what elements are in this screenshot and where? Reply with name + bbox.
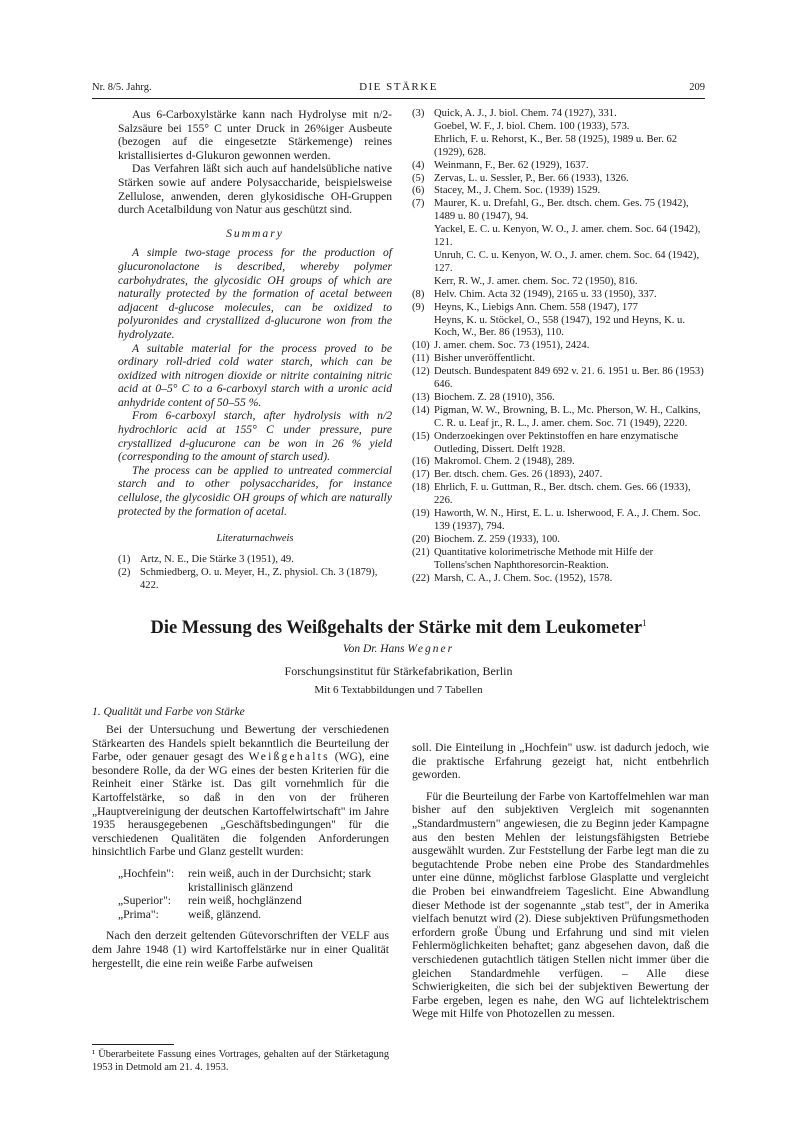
journal-title: DIE STÄRKE: [359, 81, 438, 93]
text-run: Bei der Untersuchung und Bewertung der verschiedenen Stärkearten des Handels spielt bekanntlich die Beurteilung der Farbe, oder genauer gesagt des: [92, 723, 389, 764]
quality-definition: [92, 908, 389, 922]
byline-prefix: Von Dr. Hans: [342, 643, 405, 655]
running-header: [92, 79, 705, 97]
paragraph: [92, 723, 389, 859]
reference-text: Unruh, C. C. u. Kenyon, W. O., J. amer. chem. Soc. 64 (1942), 127.: [434, 249, 700, 274]
text-run: (WG), eine besondere Rolle, da der WG eines der besten Kriterien für die Reinheit einer Stärke ist. Das gilt vornehmlich für die Kartoffelstärke, so daß in den von der früheren „Hauptvereinigung der deutschen Kartoffelwirtschaft" im Jahre 1935 herausgegebenen „Geschäftsbedingungen" für die verschiedenen Qualitäten die folgenden Anforderungen hinsichtlich Farbe und Glanz gestellt wurden:: [92, 750, 389, 859]
reference-text: Ehrlich, F. u. Rehorst, K., Ber. 58 (1925), 1989 u. Ber. 62 (1929), 628.: [434, 133, 678, 158]
reference-text: Biochem. Z. 259 (1933), 100.: [434, 533, 560, 545]
header-rule: [92, 98, 705, 99]
reference-entry: [412, 173, 708, 186]
section-heading: 1. Qualität und Farbe von Stärke: [92, 706, 245, 718]
reference-entry: [412, 456, 708, 469]
reference-text: Zervas, L. u. Sessler, P., Ber. 66 (1933), 1326.: [434, 172, 629, 184]
reference-entry: [412, 482, 708, 508]
reference-text: Artz, N. E., Die Stärke 3 (1951), 49.: [140, 553, 294, 565]
reference-number: (22): [412, 572, 430, 584]
quality-grade: „Hochfein":: [118, 866, 175, 880]
reference-text: Pigman, W. W., Browning, B. L., Mc. Pherson, W. H., Calkins, C. R. u. Leaf jr., R. L., J. amer. chem. Soc. 71 (1949), 2220.: [434, 404, 701, 429]
reference-number: (19): [412, 508, 430, 520]
left-column-body: [92, 723, 389, 970]
reference-entry: [412, 302, 708, 341]
reference-text: Ehrlich, F. u. Guttman, R., Ber. dtsch. chem. Ges. 66 (1933), 226.: [434, 482, 691, 507]
quality-description: weiß, glänzend.: [188, 907, 262, 921]
reference-entry: [412, 353, 708, 366]
summary-paragraph: The process can be applied to untreated commercial starch and to other polysaccharides, for instance cellulose, the glycosidic OH groups of which are naturally protected by the formation of acetal.: [118, 463, 392, 518]
reference-number: (15): [412, 430, 430, 442]
figure-note: Mit 6 Textabbildungen und 7 Tabellen: [314, 684, 483, 696]
reference-number: (21): [412, 546, 430, 558]
reference-text: Schmiedberg, O. u. Meyer, H., Z. physiol. Ch. 3 (1879), 422.: [140, 566, 378, 591]
quality-description: rein weiß, auch in der Durchsicht; stark kristallinisch glänzend: [188, 866, 372, 894]
author-name: Wegner: [407, 643, 455, 655]
summary-heading: Summary: [226, 226, 284, 240]
paragraph: soll. Die Einteilung in „Hochfein" usw. ist dadurch jedoch, wie die praktische Erfahrung gezeigt hat, nicht entbehrlich geworden.: [412, 741, 709, 782]
reference-text: Goebel, W. F., J. biol. Chem. 100 (1933), 573.: [434, 120, 630, 132]
journal-issue: Nr. 8/5. Jahrg.: [92, 82, 152, 93]
reference-entry: [412, 366, 708, 392]
quality-definition: [92, 867, 389, 894]
reference-entry: [412, 508, 708, 534]
reference-number: (16): [412, 456, 430, 468]
reference-text: Marsh, C. A., J. Chem. Soc. (1952), 1578.: [434, 572, 613, 584]
paragraph: Für die Beurteilung der Farbe von Kartoffelmehlen war man bisher auf den subjektiven Vergleich mit sogenannten „Standardmustern" angewiesen, die zu Beginn jeder Kampagne aus den besten Mehlen der leistungsfähigsten Betriebe ausgewählt wurden. Zur Feststellung der Farbe legt man die zu begutachtende Probe neben eine Probe des Standardmehles unter eine dünne, möglichst farblose Glasplatte und vergleicht die Proben bei einwandfreiem Tageslicht. Eine Abwandlung dieser Methode ist der sogenannte „stab test", der in Amerika vielfach benutzt wird (2). Diese subjektiven Prüfungsmethoden erfordern große Übung und Erfahrung und sind mit vielen Fehlermöglichkeiten behaftet; ganz abgesehen davon, daß die verschiedenen gutachtlich tätigen Stellen nicht immer über die gleichen Standardmehle verfügen. – Alle diese Schwierigkeiten, die sich bei der subjektiven Bewertung der Farbe ergeben, legen es nahe, den WG auf lichtelektrischem Wege mit Hilfe von Photozellen zu messen.: [412, 789, 709, 1021]
reference-text: Kerr, R. W., J. amer. chem. Soc. 72 (1950), 816.: [434, 275, 638, 287]
author-byline: [92, 643, 705, 655]
summary-paragraph: A suitable material for the process proved to be ordinary roll-dried cold water starch, which can be oxidized with nitrogen dioxide or nitrite containing nitric acid at 0–5° C to a 6-carboxyl starch with a uronic acid anhydride content of 50–55 %.: [118, 341, 392, 409]
reference-entry: [412, 160, 708, 173]
references-heading: Literaturnachweis: [216, 533, 294, 545]
quality-grade: „Prima":: [118, 907, 159, 921]
reference-number: (20): [412, 533, 430, 545]
reference-text: Heyns, K., Liebigs Ann. Chem. 558 (1947), 177: [434, 301, 638, 313]
paragraph: Nach den derzeit geltenden Gütevorschriften der VELF aus dem Jahre 1948 (1) wird Kartoffelstärke nur in einer Qualität hergestellt, die eine rein weiße Farbe aufweisen: [92, 929, 389, 970]
reference-entry: [412, 392, 708, 405]
reference-entry: [412, 289, 708, 302]
reference-number: (11): [412, 353, 430, 365]
reference-entry: [118, 554, 392, 567]
reference-number: (9): [412, 301, 425, 313]
footnote-marker: 1: [642, 618, 647, 628]
reference-list-continued: [412, 108, 708, 586]
quality-definition: [92, 894, 389, 908]
reference-entry: [412, 573, 708, 586]
reference-entry: [412, 108, 708, 160]
reference-number: (17): [412, 469, 430, 481]
reference-entry: [412, 469, 708, 482]
reference-list: [118, 554, 392, 593]
reference-text: Heyns, K. u. Stöckel, O., 558 (1947), 192 und Heyns, K. u. Koch, W., Ber. 86 (1953), 110.: [434, 314, 685, 339]
reference-number: (8): [412, 288, 425, 300]
article-title-text: Die Messung des Weißgehalts der Stärke mit dem Leukometer: [150, 618, 643, 639]
reference-number: (6): [412, 185, 425, 197]
page-number: 209: [689, 82, 705, 93]
reference-text: Quantitative kolorimetrische Methode mit Hilfe der Tollens'schen Naphthoresorcin-Reaktion.: [434, 546, 654, 571]
reference-entry: [412, 431, 708, 457]
reference-text: Maurer, K. u. Drefahl, G., Ber. dtsch. chem. Ges. 75 (1942), 1489 u. 80 (1947), 94.: [434, 198, 689, 223]
paragraph: Das Verfahren läßt sich auch auf handelsübliche native Stärken sowie auf andere Polysaccharide, beispielsweise Zellulose, anwenden, deren glykosidische OH-Gruppen durch Acetalbildung von Natur aus geschützt sind.: [118, 162, 392, 217]
reference-number: (1): [118, 553, 131, 565]
reference-number: (5): [412, 172, 425, 184]
reference-number: (12): [412, 366, 430, 378]
reference-number: (18): [412, 482, 430, 494]
reference-number: (13): [412, 391, 430, 403]
reference-text: Makromol. Chem. 2 (1948), 289.: [434, 456, 575, 468]
reference-number: (4): [412, 159, 425, 171]
institute: Forschungsinstitut für Stärkefabrikation, Berlin: [284, 664, 513, 678]
reference-entry: [412, 185, 708, 198]
paragraph: Aus 6-Carboxylstärke kann nach Hydrolyse mit n/2-Salzsäure bei 155° C unter Druck in 26%iger Ausbeute (bezogen auf die eingesetzte Stärkemenge) reines kristallisiertes d-Glukuron gewonnen werden.: [118, 108, 392, 162]
reference-text: Ber. dtsch. chem. Ges. 26 (1893), 2407.: [434, 469, 603, 481]
reference-number: (10): [412, 340, 430, 352]
quality-grade: „Superior":: [118, 894, 172, 908]
reference-entry: [412, 340, 708, 353]
reference-text: Deutsch. Bundespatent 849 692 v. 21. 6. 1951 u. Ber. 86 (1953) 646.: [434, 366, 704, 391]
reference-text: Helv. Chim. Acta 32 (1949), 2165 u. 33 (1950), 337.: [434, 288, 657, 300]
reference-entry: [118, 567, 392, 593]
article-title: [92, 618, 705, 639]
reference-number: (14): [412, 404, 430, 416]
summary-paragraph: A simple two-stage process for the production of glucuronolactone is described, whereby polymer carbohydrates, the glycosidic OH groups of which are naturally protected by the formation of acetal between adjacent d-glucose molecules, can be oxidized to polyuronides and crystallized d-glucurone won from the hydrolyzate.: [118, 246, 392, 341]
reference-number: (7): [412, 198, 425, 210]
reference-number: (3): [412, 108, 425, 119]
reference-text: Bisher unveröffentlicht.: [434, 353, 536, 365]
reference-text: J. amer. chem. Soc. 73 (1951), 2424.: [434, 340, 590, 352]
reference-text: Yackel, E. C. u. Kenyon, W. O., J. amer. chem. Soc. 64 (1942), 121.: [434, 224, 701, 249]
reference-text: Quick, A. J., J. biol. Chem. 74 (1927), 331.: [434, 108, 617, 119]
footnote-rule: [92, 1044, 174, 1045]
reference-entry: [412, 198, 708, 288]
reference-text: Biochem. Z. 28 (1910), 356.: [434, 391, 555, 403]
reference-text: Onderzoekingen over Pektinstoffen en hare enzymatische Outleding, Dissert. Delft 1928.: [434, 430, 679, 455]
reference-text: Stacey, M., J. Chem. Soc. (1939) 1529.: [434, 185, 601, 197]
right-column-body: [412, 741, 709, 1021]
reference-entry: [412, 405, 708, 431]
reference-number: (2): [118, 566, 131, 578]
reference-text: Weinmann, F., Ber. 62 (1929), 1637.: [434, 159, 589, 171]
reference-entry: [412, 534, 708, 547]
summary-paragraph: From 6-carboxyl starch, after hydrolysis with n/2 hydrochloric acid at 155° C under pressure, pure crystallized d-glucurone can be won in 26 % yield (corresponding to the amount of starch used).: [118, 409, 392, 464]
left-column-top: [118, 108, 392, 593]
footnote: ¹ Überarbeitete Fassung eines Vortrages, gehalten auf der Stärketagung 1953 in Detmold am 21. 4. 1953.: [92, 1049, 389, 1073]
quality-description: rein weiß, hochglänzend: [188, 894, 302, 908]
emphasized-term: Weißgehalts: [248, 750, 330, 764]
reference-entry: [412, 547, 708, 573]
quality-definitions: [92, 867, 389, 921]
reference-text: Haworth, W. N., Hirst, E. L. u. Isherwood, F. A., J. Chem. Soc. 139 (1937), 794.: [434, 508, 701, 532]
